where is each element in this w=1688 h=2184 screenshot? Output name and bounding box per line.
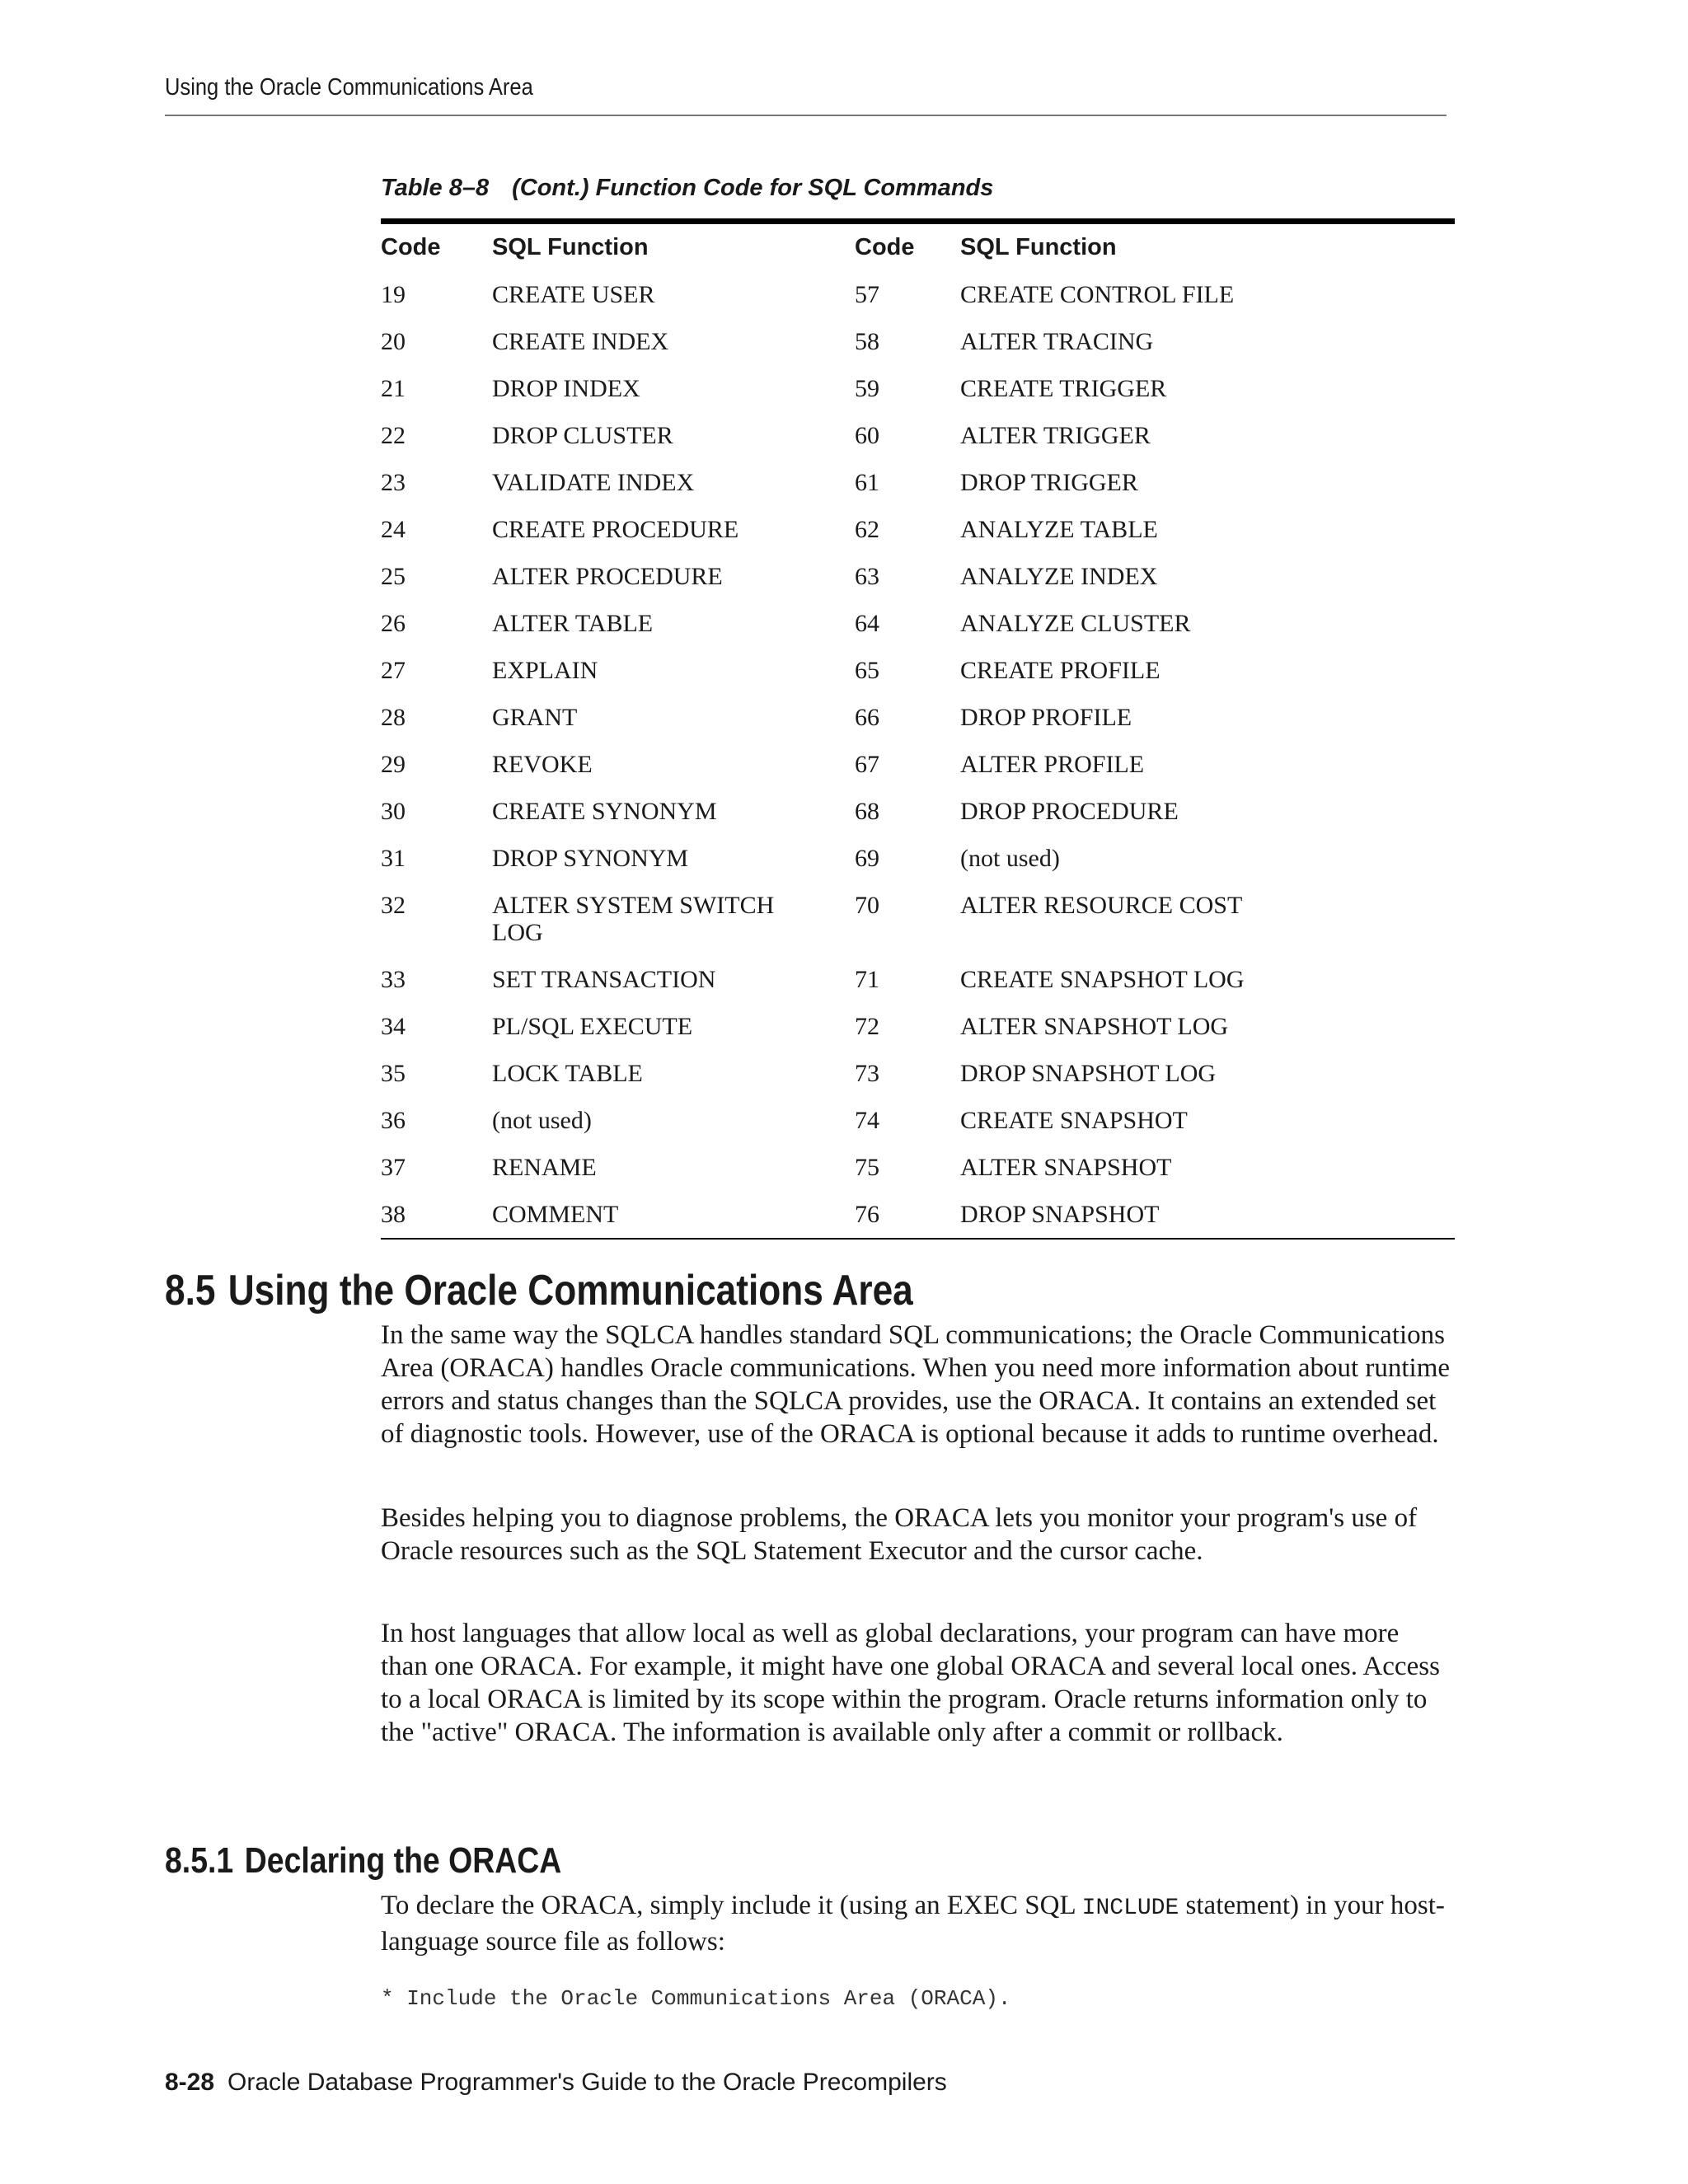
section-paragraph: In the same way the SQLCA handles standard SQL communications; the Oracle Communications Area (ORACA) handles Oracle communications. When you need more information about runtime errors and status changes than the SQLCA provides, use the ORACA. It contains an extended set of diagnostic tools. However, use of the ORACA is optional because it adds to runtime overhead. — [381, 1320, 1451, 1449]
column-header-code: Code — [855, 234, 915, 260]
section-title: Using the Oracle Communications Area — [227, 1267, 913, 1315]
code-cell: 36 — [381, 1107, 406, 1134]
code-cell: 65 — [855, 657, 879, 684]
column-header-sql-function: SQL Function — [492, 234, 649, 260]
code-cell: 25 — [381, 563, 406, 590]
sql-function-cell: DROP INDEX — [492, 375, 640, 402]
table-row — [381, 506, 1455, 553]
sql-function-cell: DROP TRIGGER — [960, 469, 1138, 496]
sql-function-cell: ALTER TRACING — [960, 328, 1154, 355]
code-cell: 31 — [381, 845, 406, 872]
code-cell: 69 — [855, 845, 879, 872]
code-cell: 37 — [381, 1154, 406, 1181]
sql-function-cell: CREATE SYNONYM — [492, 798, 717, 825]
table-row — [381, 835, 1455, 882]
code-cell: 32 — [381, 892, 406, 919]
table-row — [381, 1144, 1455, 1191]
sql-function-cell: ALTER PROFILE — [960, 751, 1145, 778]
code-cell: 19 — [381, 281, 406, 308]
sql-function-cell: ALTER SNAPSHOT — [960, 1154, 1172, 1181]
sql-function-cell: GRANT — [492, 704, 578, 731]
sql-function-cell: DROP SYNONYM — [492, 845, 689, 872]
code-cell: 70 — [855, 892, 879, 919]
code-cell: 68 — [855, 798, 879, 825]
table-row — [381, 318, 1455, 365]
table-row — [381, 600, 1455, 647]
table-row — [381, 647, 1455, 694]
sql-function-cell: CREATE CONTROL FILE — [960, 281, 1235, 308]
sql-function-cell: COMMENT — [492, 1191, 855, 1239]
code-cell: 67 — [855, 751, 879, 778]
sql-function-cell: RENAME — [492, 1154, 597, 1181]
code-cell: 21 — [381, 375, 406, 402]
code-cell: 26 — [381, 610, 406, 637]
table-row — [381, 1003, 1455, 1050]
code-cell: 72 — [855, 1013, 879, 1040]
code-cell: 74 — [855, 1107, 879, 1134]
section-number: 8.5 — [165, 1267, 216, 1315]
code-cell: 66 — [855, 704, 879, 731]
code-cell: 22 — [381, 422, 406, 449]
column-header-code: Code — [381, 234, 441, 260]
sql-function-cell: ALTER TRIGGER — [960, 422, 1151, 449]
code-cell: 29 — [381, 751, 406, 778]
sql-function-cell: ANALYZE CLUSTER — [960, 610, 1191, 637]
sql-function-cell: SET TRANSACTION — [492, 966, 716, 993]
table-caption — [381, 175, 993, 202]
sql-function-cell: DROP SNAPSHOT — [960, 1191, 1455, 1239]
table-row — [381, 882, 1455, 956]
sql-function-cell: EXPLAIN — [492, 657, 598, 684]
sql-function-cell: CREATE SNAPSHOT LOG — [960, 966, 1245, 993]
code-cell: 61 — [855, 469, 879, 496]
table-top-rule — [381, 218, 1455, 224]
page-footer — [165, 2069, 947, 2097]
sql-function-cell: CREATE USER — [492, 281, 655, 308]
sql-function-cell: (not used) — [960, 845, 1060, 872]
table-caption-number: Table 8–8 — [381, 175, 490, 201]
code-cell: 62 — [855, 516, 879, 543]
code-cell: 33 — [381, 966, 406, 993]
code-cell: 59 — [855, 375, 879, 402]
code-sample: * Include the Oracle Communications Area (ORACA). — [381, 1986, 1011, 2011]
function-code-table — [381, 224, 1455, 1240]
table-row — [381, 553, 1455, 600]
code-cell: 38 — [381, 1191, 492, 1239]
sql-function-cell: DROP PROCEDURE — [960, 798, 1179, 825]
sql-function-cell: DROP SNAPSHOT LOG — [960, 1060, 1217, 1087]
table-body — [381, 271, 1455, 1239]
sql-function-cell: REVOKE — [492, 751, 593, 778]
sql-function-cell: ALTER RESOURCE COST — [960, 892, 1243, 919]
sql-function-cell: DROP CLUSTER — [492, 422, 673, 449]
code-cell: 24 — [381, 516, 406, 543]
code-cell: 75 — [855, 1154, 879, 1181]
section-paragraph: Besides helping you to diagnose problems, the ORACA lets you monitor your program's use of Oracle resources such as the SQL Statement Executor and the cursor cache. — [381, 1503, 1418, 1566]
table-row — [381, 271, 1455, 318]
book-title: Oracle Database Programmer's Guide to the Oracle Precompilers — [227, 2069, 947, 2096]
subsection-heading — [165, 1840, 562, 1881]
table-header-row — [381, 224, 1455, 271]
code-cell: 57 — [855, 281, 879, 308]
table-row — [381, 1050, 1455, 1097]
sql-function-cell: ANALYZE TABLE — [960, 516, 1158, 543]
code-cell: 34 — [381, 1013, 406, 1040]
sql-function-cell: CREATE PROCEDURE — [492, 516, 739, 543]
sql-function-cell: CREATE SNAPSHOT — [960, 1107, 1188, 1134]
inline-code: INCLUDE — [1081, 1896, 1179, 1921]
code-cell: 35 — [381, 1060, 406, 1087]
running-header: Using the Oracle Communications Area — [165, 74, 533, 101]
table-row — [381, 1097, 1455, 1144]
sql-function-cell: VALIDATE INDEX — [492, 469, 695, 496]
sql-function-cell: CREATE INDEX — [492, 328, 669, 355]
sql-function-cell: ALTER TABLE — [492, 610, 654, 637]
table-row — [381, 741, 1455, 788]
section-heading — [165, 1267, 913, 1315]
sql-function-cell: ALTER PROCEDURE — [492, 563, 723, 590]
code-cell: 76 — [855, 1191, 960, 1239]
table-row — [381, 459, 1455, 506]
sql-function-cell: DROP PROFILE — [960, 704, 1132, 731]
table-row — [381, 788, 1455, 835]
subsection-number: 8.5.1 — [165, 1840, 234, 1881]
table-row — [381, 365, 1455, 412]
table-row — [381, 694, 1455, 741]
sql-function-cell: ALTER SNAPSHOT LOG — [960, 1013, 1229, 1040]
code-cell: 27 — [381, 657, 406, 684]
section-paragraph: In host languages that allow local as well as global declarations, your program can have more than one ORACA. For example, it might have one global ORACA and several local ones. Access to a local ORACA is limited by its scope within the program. Oracle returns information only to the "active" ORACA. The information is available only after a commit or rollback. — [381, 1619, 1440, 1747]
sql-function-cell: (not used) — [492, 1107, 592, 1134]
column-header-sql-function: SQL Function — [960, 234, 1117, 260]
sql-function-cell: LOCK TABLE — [492, 1060, 643, 1087]
sql-function-cell: ANALYZE INDEX — [960, 563, 1158, 590]
sql-function-cell: CREATE TRIGGER — [960, 375, 1167, 402]
table-row — [381, 412, 1455, 459]
table-row — [381, 1191, 1455, 1239]
code-cell: 63 — [855, 563, 879, 590]
paragraph-text: To declare the ORACA, simply include it (using an EXEC SQL — [381, 1891, 1082, 1920]
sql-function-cell: ALTER SYSTEM SWITCH LOG — [492, 892, 775, 946]
code-cell: 20 — [381, 328, 406, 355]
page-number: 8-28 — [165, 2069, 215, 2096]
paragraph-text: statement) in your host-language source file as follows: — [381, 1891, 1445, 1957]
table-caption-title: (Cont.) Function Code for SQL Commands — [512, 175, 994, 201]
code-cell: 64 — [855, 610, 879, 637]
code-cell: 73 — [855, 1060, 879, 1087]
subsection-paragraph — [381, 1889, 1452, 1958]
code-cell: 30 — [381, 798, 406, 825]
code-cell: 58 — [855, 328, 879, 355]
code-cell: 28 — [381, 704, 406, 731]
subsection-title: Declaring the ORACA — [244, 1840, 562, 1881]
sql-function-cell: CREATE PROFILE — [960, 657, 1160, 684]
sql-function-cell: PL/SQL EXECUTE — [492, 1013, 693, 1040]
code-cell: 23 — [381, 469, 406, 496]
code-cell: 60 — [855, 422, 879, 449]
header-rule — [165, 115, 1447, 116]
table-row — [381, 956, 1455, 1003]
code-cell: 71 — [855, 966, 879, 993]
